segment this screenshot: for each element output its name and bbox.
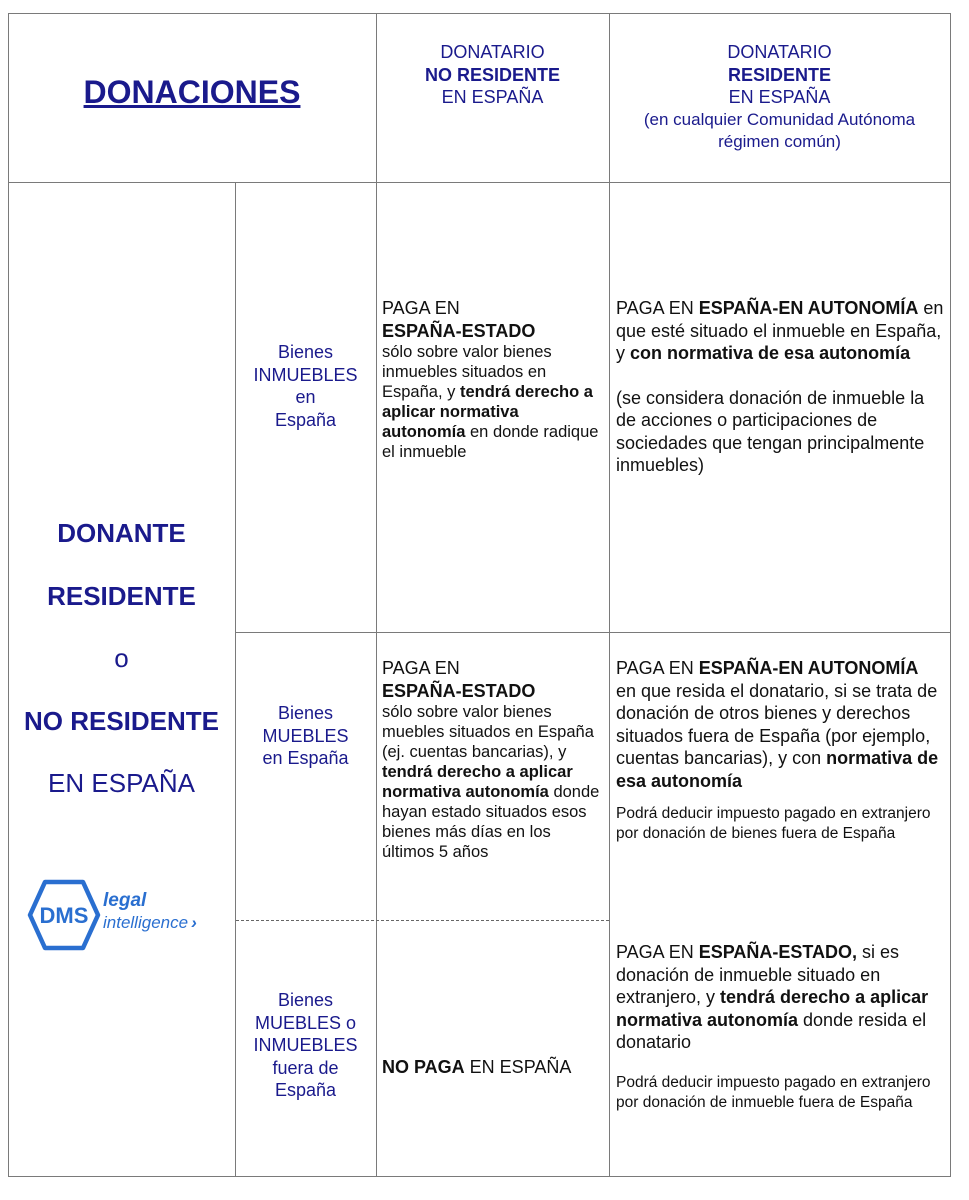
row-label-line: MUEBLES [262, 725, 349, 746]
donor-line: RESIDENTE [47, 580, 196, 611]
donor-line: EN ESPAÑA [48, 768, 195, 798]
cell-text: PAGA EN ESPAÑA-EN AUTONOMÍA en que resida el donatario, si se trata de donación de otros bienes y derechos situados fuera de España (por ejemplo, cuentas bancarias), y con normativa de esa autonomía [616, 658, 939, 791]
cell-text: sólo sobre valor bienes inmuebles situados en España, y tendrá derecho a aplicar normativa autonomía en donde radique el inmueble [382, 343, 599, 461]
row-label-line: España [274, 1080, 337, 1100]
donor-label [8, 502, 235, 815]
logo-word: legal [103, 890, 147, 911]
cell-text: PAGA EN ESPAÑA-EN AUTONOMÍA en que esté situado el inmueble en España, y con normativa de esa autonomía [616, 298, 944, 363]
border-header-bottom [8, 182, 951, 183]
border-row1-bottom [235, 632, 951, 633]
row-label-line: Bienes [277, 342, 334, 362]
cell-text: PAGA EN ESPAÑA-ESTADO, si es donación de inmueble situado en extranjero, y tendrá derecho a aplicar normativa autonomía donde resida el donatario [616, 942, 929, 1052]
cell-note: Podrá deducir impuesto pagado en extranjero por donación de inmueble fuera de España [616, 1073, 931, 1111]
column-header-line: régimen común) [718, 131, 841, 151]
column-header-line: NO RESIDENTE [424, 64, 561, 85]
row-label-line: en España [262, 748, 349, 768]
logo-mark: DMS [39, 903, 89, 928]
border-col1-left [376, 13, 377, 1177]
dms-logo-hexagon-icon [26, 878, 102, 952]
column-header-line: DONATARIO [440, 42, 545, 62]
donor-line: o [114, 643, 129, 673]
row-label-extranjero [235, 989, 376, 1102]
row-label-line: Bienes [277, 990, 334, 1010]
cell-extranjero-non-resident: NO PAGA EN ESPAÑA [382, 1057, 572, 1077]
cell-inmuebles-non-resident [382, 297, 604, 462]
dashed-separator [236, 920, 609, 921]
cell-heading-bold: ESPAÑA-ESTADO [382, 680, 536, 701]
cell-text: sólo sobre valor bienes muebles situados en España (ej. cuentas bancarias), y tendrá derecho a aplicar normativa autonomía donde hayan estado situados esos bienes más días en los últimos 5 años [382, 703, 600, 861]
cell-heading: PAGA EN [382, 298, 460, 318]
border-bottom [8, 1176, 951, 1177]
row-label-line: INMUEBLES [253, 1035, 358, 1055]
column-header-non-resident [376, 41, 609, 109]
column-header-line: RESIDENTE [727, 64, 832, 85]
logo-arrow-icon: › [191, 913, 197, 932]
column-header-line: (en cualquier Comunidad Autónoma [643, 109, 916, 129]
cell-inmuebles-resident [616, 297, 944, 477]
donor-line: NO RESIDENTE [23, 705, 220, 736]
column-header-line: EN ESPAÑA [728, 87, 831, 107]
page-title: DONACIONES [83, 74, 301, 110]
logo-word: intelligence [103, 913, 189, 932]
row-label-muebles [235, 702, 376, 770]
row-label-line: fuera de [272, 1057, 339, 1078]
cell-muebles-non-resident [382, 657, 604, 862]
row-label-line: INMUEBLES [253, 364, 358, 385]
border-top [8, 13, 951, 14]
cell-heading-bold: ESPAÑA-ESTADO [382, 320, 536, 341]
border-right [950, 13, 951, 1177]
column-header-line: DONATARIO [727, 42, 832, 62]
cell-heading: PAGA EN [382, 658, 460, 678]
cell-extranjero-resident [616, 941, 944, 1113]
row-label-line: Bienes [277, 703, 334, 723]
border-col2-left [609, 13, 610, 1177]
cell-note: (se considera donación de inmueble la de acciones o participaciones de sociedades que tengan principalmente inmuebles) [616, 387, 925, 475]
row-label-inmuebles [235, 341, 376, 431]
column-header-line: EN ESPAÑA [441, 87, 544, 107]
column-header-resident [609, 41, 950, 153]
row-label-line: en [295, 387, 316, 407]
row-label-line: España [274, 409, 337, 430]
dms-logo [26, 878, 226, 952]
row-label-line: MUEBLES o [254, 1012, 357, 1033]
donor-line: DONANTE [57, 518, 186, 548]
cell-muebles-resident [616, 657, 944, 844]
cell-note: Podrá deducir impuesto pagado en extranjero por donación de bienes fuera de España [616, 805, 931, 842]
